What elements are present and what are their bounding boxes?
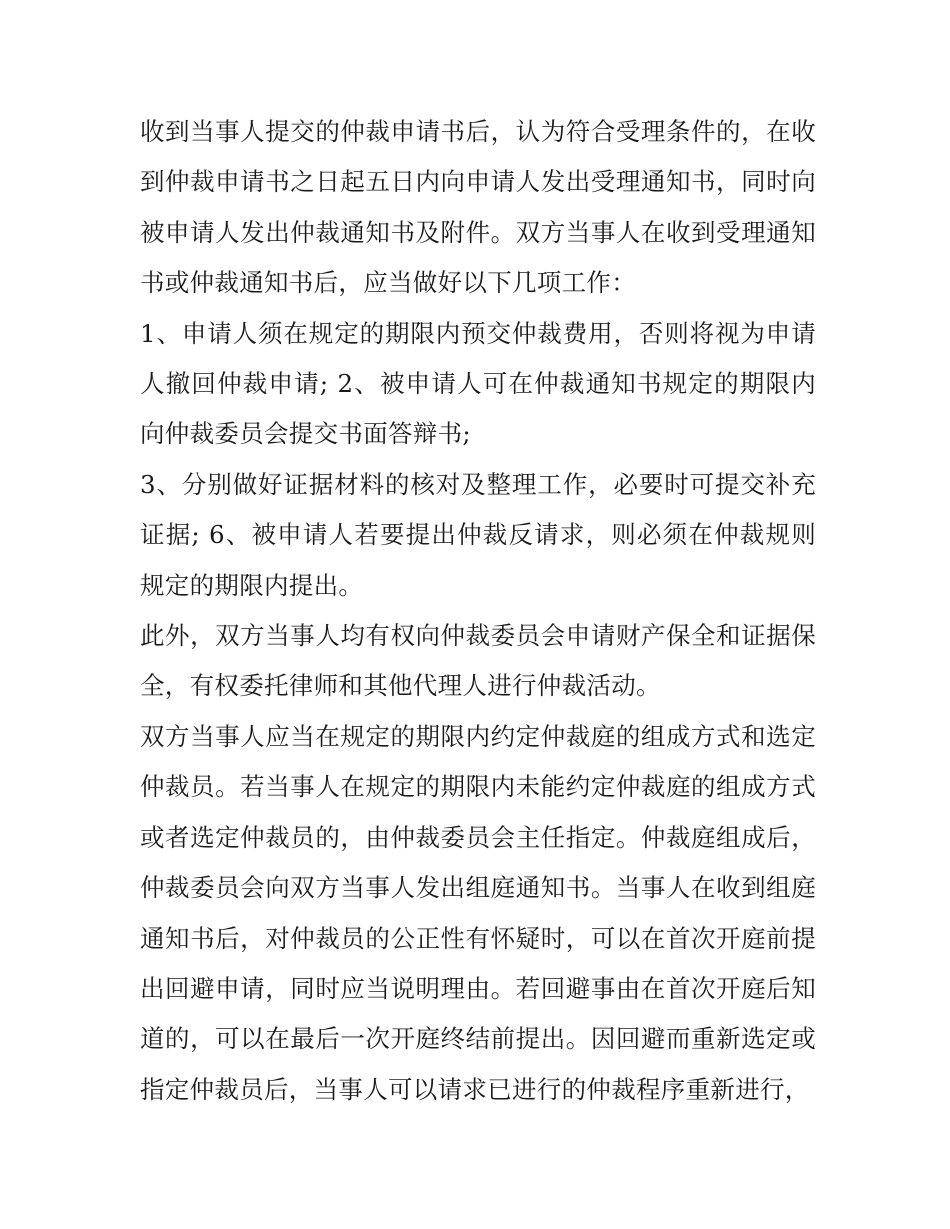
paragraph-acceptance: 收到当事人提交的仲裁申请书后，认为符合受理条件的，在收到仲裁申请书之日起五日内向申请人发出受理通知书，同时向被申请人发出仲裁通知书及附件。双方当事人在收到受理通知书或仲裁通知书后，应当做好以下几项工作： [140, 117, 816, 298]
paragraph-fees-and-defense: 1、申请人须在规定的期限内预交仲裁费用，否则将视为申请人撤回仲裁申请; 2、被申请人可在仲裁通知书规定的期限内向仲裁委员会提交书面答辩书; [140, 318, 816, 449]
paragraph-preservation-rights: 此外，双方当事人均有权向仲裁委员会申请财产保全和证据保全，有权委托律师和其他代理人进行仲裁活动。 [140, 621, 816, 701]
document-body [140, 107, 816, 1115]
paragraph-tribunal-formation: 双方当事人应当在规定的期限内约定仲裁庭的组成方式和选定仲裁员。若当事人在规定的期限内未能约定仲裁庭的组成方式或者选定仲裁员的，由仲裁委员会主任指定。仲裁庭组成后，仲裁委员会向双方当事人发出组庭通知书。当事人在收到组庭通知书后，对仲裁员的公正性有怀疑时，可以在首次开庭前提出回避申请，同时应当说明理由。若回避事由在首次开庭后知道的，可以在最后一次开庭终结前提出。因回避而重新选定或指定仲裁员后，当事人可以请求已进行的仲裁程序重新进行， [140, 721, 816, 1104]
paragraph-evidence-and-counterclaim: 3、分别做好证据材料的核对及整理工作，必要时可提交补充证据; 6、被申请人若要提出仲裁反请求，则必须在仲裁规则规定的期限内提出。 [140, 469, 816, 600]
